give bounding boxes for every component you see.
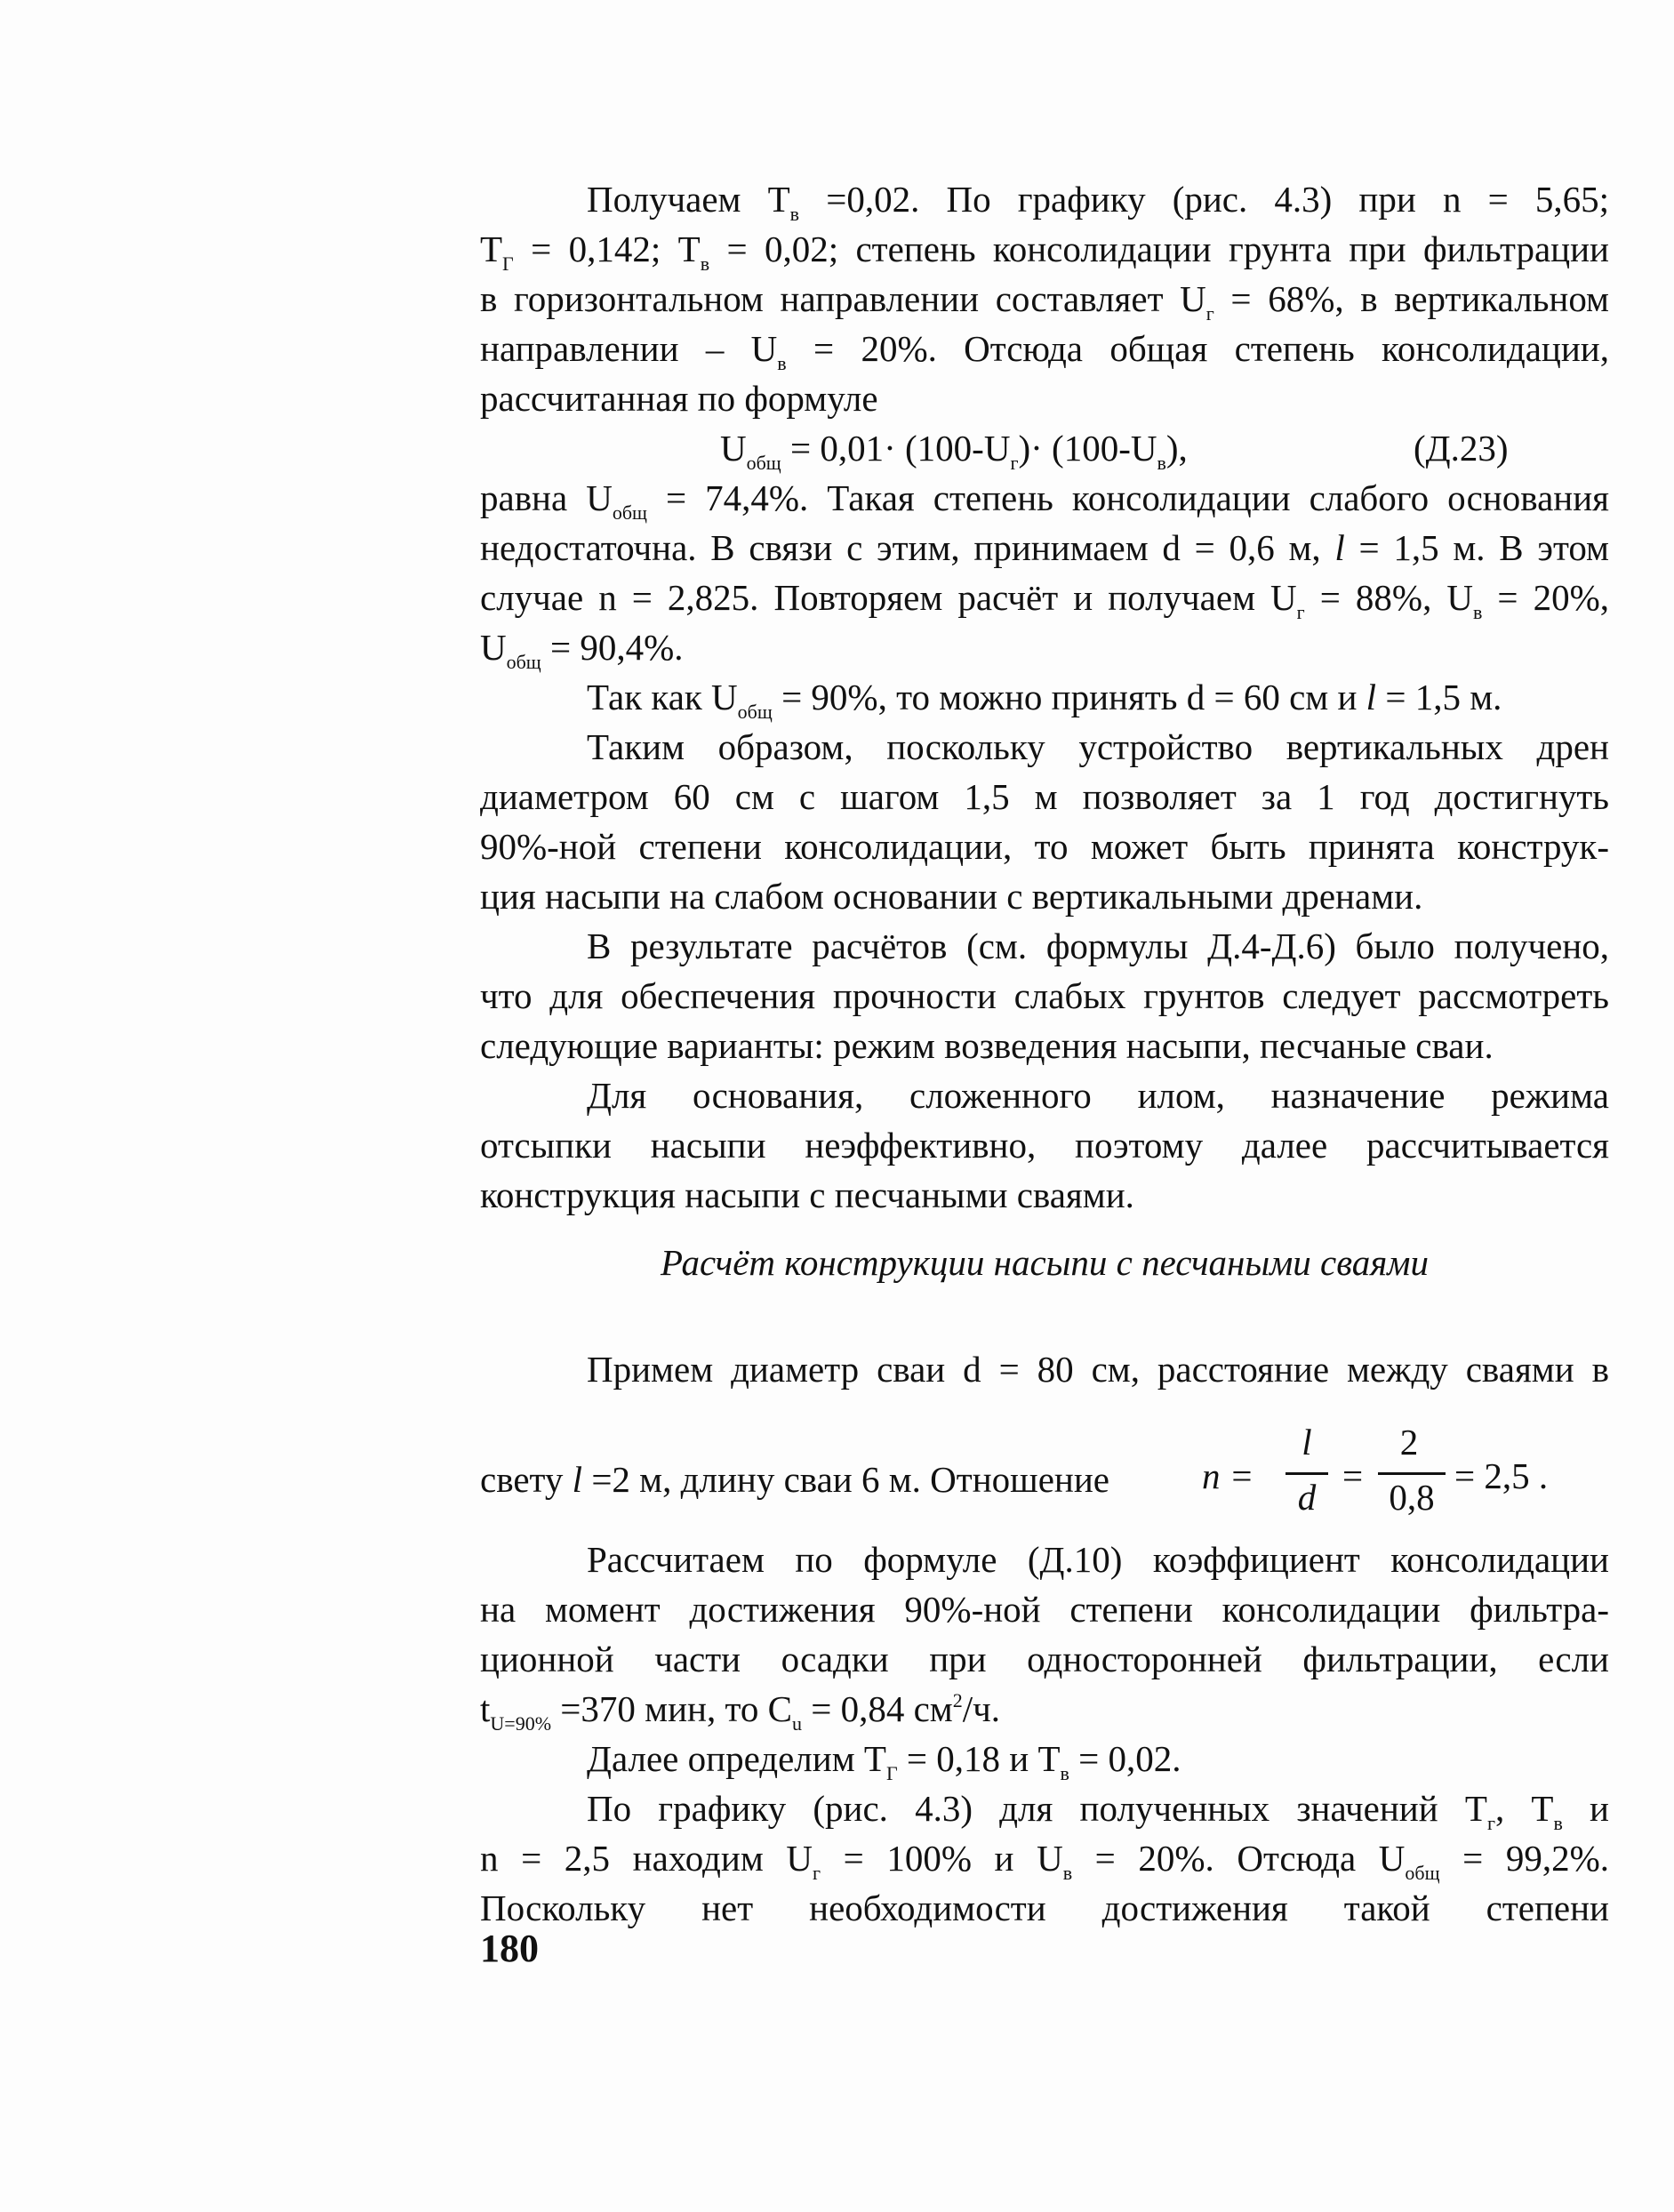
text-line: случае n = 2,825. Повторяем расчёт и получаем $U_г = 88\%$, $U_в = 20\%$, <box>480 577 1609 623</box>
paragraph-graph <box>480 1783 1609 1933</box>
text-line: отсыпки насыпи неэффективно, поэтому далее рассчитывается <box>480 1125 1609 1166</box>
text-line: что для обеспечения прочности слабых грунтов следует рассмотреть <box>480 975 1609 1016</box>
text-line: конструкция насыпи с песчаными сваями. <box>480 1174 1134 1215</box>
text-line: Получаем $T_в =0,02$. По графику (рис. 4.3) при n = 5,65; <box>587 179 1609 225</box>
paragraph-conclusion <box>480 722 1609 921</box>
formula-equals: = <box>1342 1455 1364 1496</box>
fraction-bar <box>1378 1472 1446 1475</box>
text-line: в горизонтальном направлении составляет $U_г = 68\%$, в вертикальном <box>480 278 1609 325</box>
text-line: По графику (рис. 4.3) для полученных значений $T_г$, $T_в$ и <box>587 1788 1609 1834</box>
text-line: Для основания, сложенного илом, назначение режима <box>587 1075 1609 1116</box>
formula-d23: $U_{общ} = 0,01\cdot (100-U_г)\cdot (100-U_в)$, (Д.23) <box>480 423 1609 473</box>
text-line: рассчитанная по формуле <box>480 378 878 419</box>
fraction-denominator: d <box>1297 1477 1317 1518</box>
text-line: ционной части осадки при односторонней фильтрации, если <box>480 1639 1609 1679</box>
fraction-numerator: 2 <box>1399 1422 1419 1463</box>
text-line: ция насыпи на слабом основании с вертикальными дренами. <box>480 876 1423 917</box>
text-line: Примем диаметр сваи d = 80 см, расстояние между сваями в <box>587 1349 1609 1390</box>
paragraph-calculation <box>480 921 1609 1070</box>
page-number: 180 <box>480 1927 539 1970</box>
fraction-bar <box>1286 1472 1328 1475</box>
text-line: $U_{общ} = 90,4\%$. <box>480 627 684 673</box>
text-line: следующие варианты: режим возведения насыпи, песчаные сваи. <box>480 1025 1494 1066</box>
text-line: Далее определим $T_Г = 0,18$ и $T_в = 0,02$. <box>587 1738 1181 1784</box>
formula-reference: (Д.23) <box>1414 428 1509 469</box>
formula-result: = 2,5 . <box>1454 1455 1549 1496</box>
text-line: равна $U_{общ} = 74,4\%$. Такая степень консолидации слабого основания <box>480 477 1610 524</box>
text-line: на момент достижения 90%-ной степени консолидации фильтра- <box>480 1589 1609 1630</box>
fraction-denominator: 0,8 <box>1389 1477 1435 1518</box>
text-line: свету l =2 м, длину сваи 6 м. Отношение <box>480 1459 1110 1500</box>
fraction-numerator: l <box>1302 1422 1312 1463</box>
text-line: Рассчитаем по формуле (Д.10) коэффициент консолидации <box>587 1539 1609 1580</box>
text-line: $T_Г = 0,142$; $T_в = 0,02$; степень консолидации грунта при фильтрации <box>480 228 1609 275</box>
text-line: недостаточна. В связи с этим, принимаем d = 0,6 м, l = 1,5 м. В этом <box>480 527 1609 568</box>
paragraph-piles <box>480 1344 1609 1394</box>
text-line: 90%-ной степени консолидации, то может быть принята конструк- <box>480 826 1609 867</box>
ratio-formula <box>1191 1405 1565 1520</box>
text-line: n = 2,5 находим $U_г = 100\%$ и $U_в = 20\%$. Отсюда $U_{общ} = 99,2\%$. <box>480 1838 1610 1884</box>
paragraph-coefficient <box>480 1535 1609 1783</box>
text-line: диаметром 60 см с шагом 1,5 м позволяет за 1 год достигнуть <box>480 776 1609 817</box>
paragraph-silt <box>480 1070 1609 1220</box>
text-line: Так как $U_{общ} = 90\%$, то можно принять d = 60 см и l = 1,5 м. <box>587 677 1502 723</box>
paragraph-results <box>480 174 1609 722</box>
text-line: $t_{U=90\%} =370$ мин, то $C_u = 0,84$ $см^2/ч$. <box>480 1688 1000 1735</box>
text-line: В результате расчётов (см. формулы Д.4-Д.6) было получено, <box>587 926 1609 966</box>
text-line: Поскольку нет необходимости достижения такой степени <box>480 1887 1609 1928</box>
text-line: направлении – $U_в = 20\%$. Отсюда общая степень консолидации, <box>480 328 1610 374</box>
section-heading: Расчёт конструкции насыпи с песчаными сваями <box>661 1242 1429 1283</box>
text-line: Таким образом, поскольку устройство вертикальных дрен <box>587 726 1609 767</box>
formula-lhs: n = <box>1202 1455 1254 1496</box>
